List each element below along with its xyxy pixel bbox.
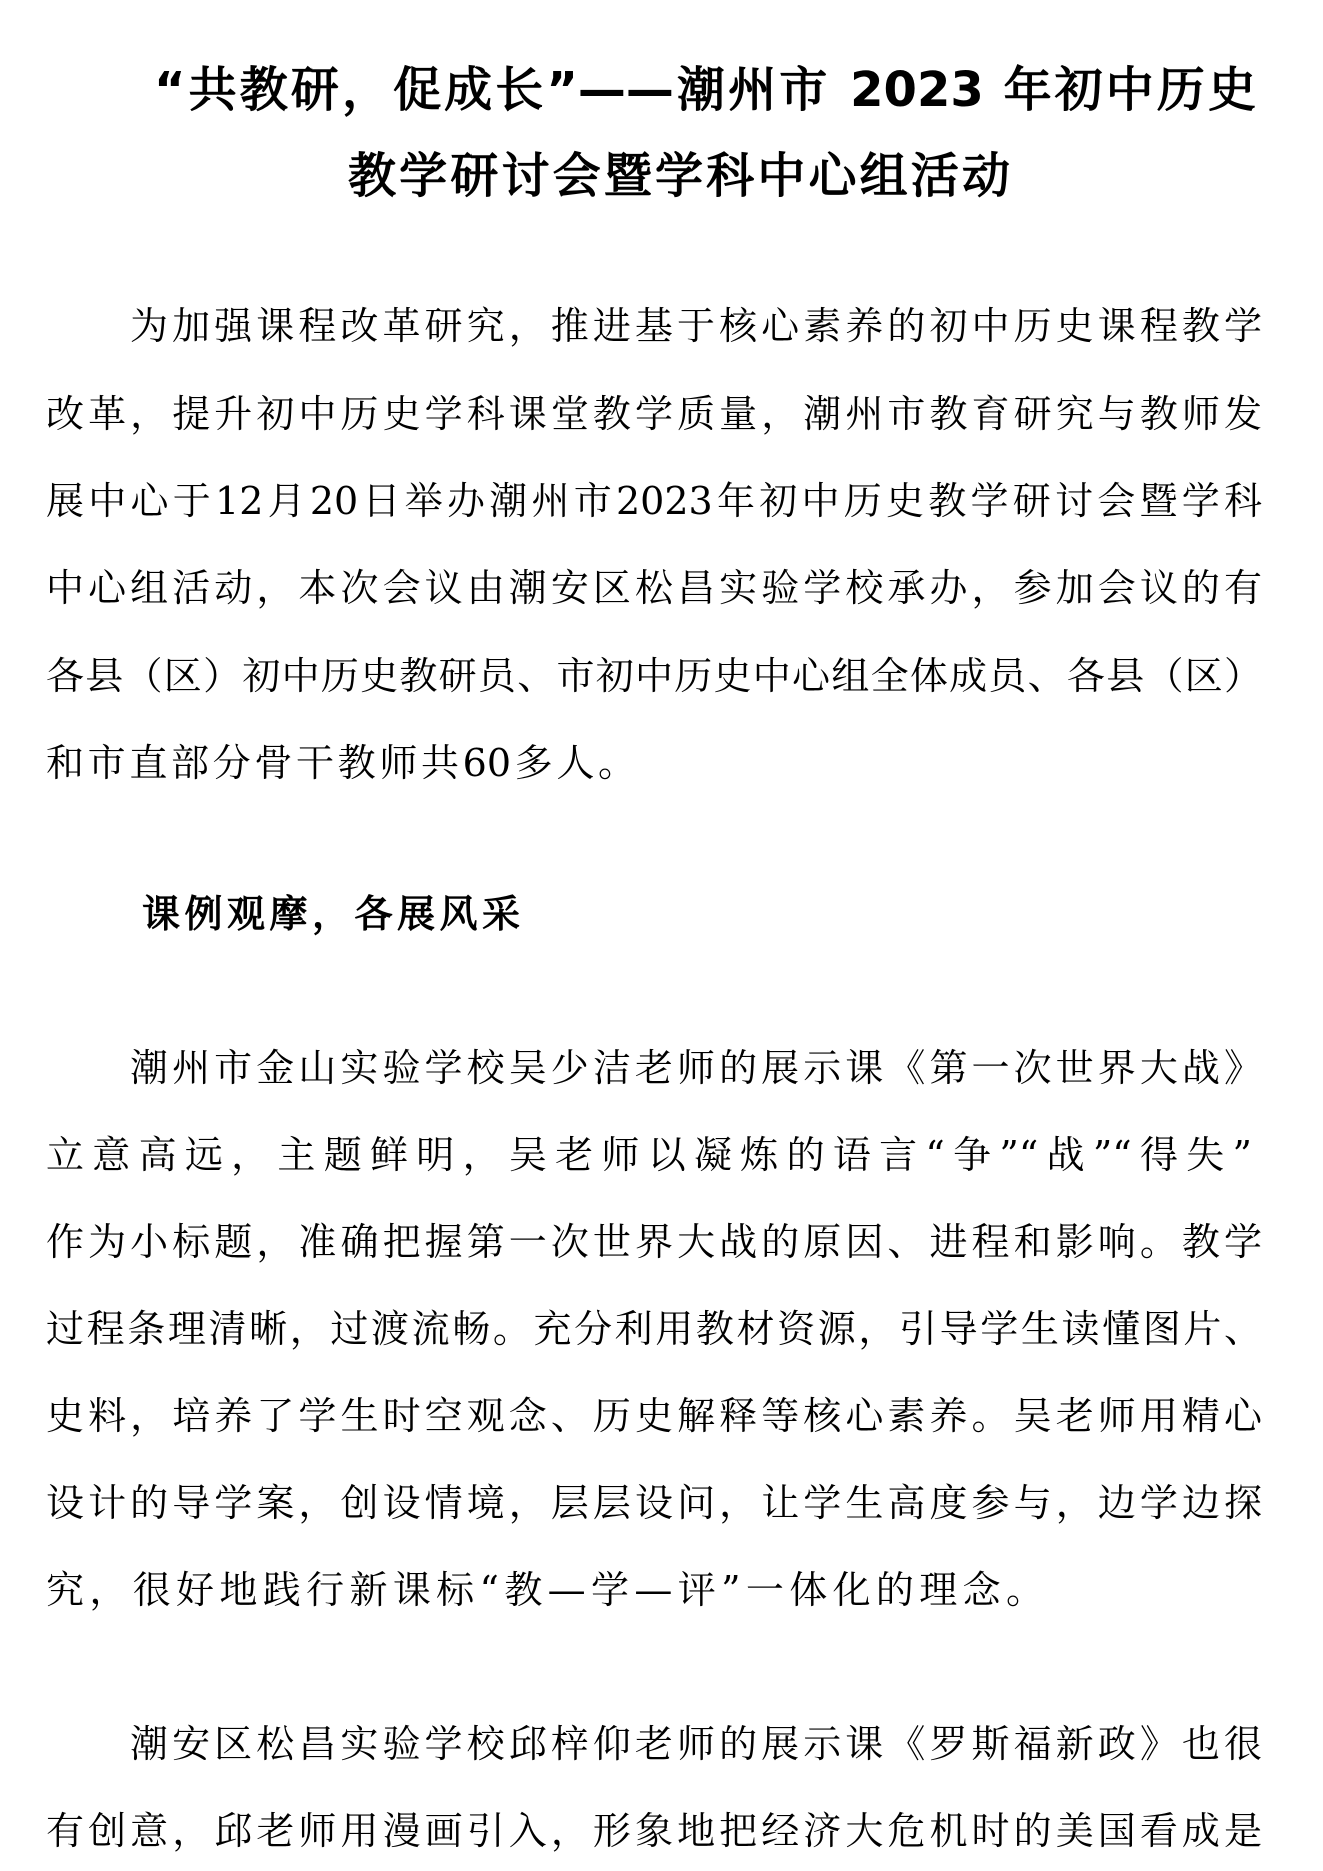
paragraph-line: 有创意，邱老师用漫画引入，形象地把经济大危机时的美国看成是 (46, 1809, 1262, 1853)
paragraph-line: 改革，提升初中历史学科课堂教学质量，潮州市教育研究与教师发 (46, 392, 1262, 436)
paragraph-line: 中心组活动，本次会议由潮安区松昌实验学校承办，参加会议的有 (46, 566, 1262, 610)
paragraph-line: 展中心于12月20日举办潮州市2023年初中历史教学研讨会暨学科 (46, 479, 1262, 523)
paragraph-line: 和市直部分骨干教师共60多人。 (46, 741, 636, 785)
paragraph-line: 作为小标题，准确把握第一次世界大战的原因、进程和影响。教学 (46, 1220, 1262, 1264)
section-heading: 课例观摩，各展风采 (142, 892, 520, 936)
paragraph-line: 究，很好地践行新课标“教—学—评”一体化的理念。 (46, 1568, 1044, 1612)
paragraph-line: 潮安区松昌实验学校邱梓仰老师的展示课《罗斯福新政》也很 (130, 1722, 1262, 1766)
paragraph-line: 立意高远，主题鲜明，吴老师以凝炼的语言“争”“战”“得失” (46, 1133, 1252, 1177)
paragraph-line: 过程条理清晰，过渡流畅。充分利用教材资源，引导学生读懂图片、 (46, 1307, 1262, 1351)
paragraph-line: 设计的导学案，创设情境，层层设问，让学生高度参与，边学边探 (46, 1481, 1262, 1525)
paragraph-line: 史料，培养了学生时空观念、历史解释等核心素养。吴老师用精心 (46, 1394, 1262, 1438)
paragraph-line: 为加强课程改革研究，推进基于核心素养的初中历史课程教学 (130, 304, 1262, 348)
paragraph-line: 各县（区）初中历史教研员、市初中历史中心组全体成员、各县（区） (46, 654, 1262, 698)
document-title-line: 教学研讨会暨学科中心组活动 (348, 148, 1010, 204)
document-title-line: “共教研，促成长”——潮州市 2023 年初中历史 (154, 62, 1256, 118)
paragraph-line: 潮州市金山实验学校吴少洁老师的展示课《第一次世界大战》 (130, 1046, 1262, 1090)
